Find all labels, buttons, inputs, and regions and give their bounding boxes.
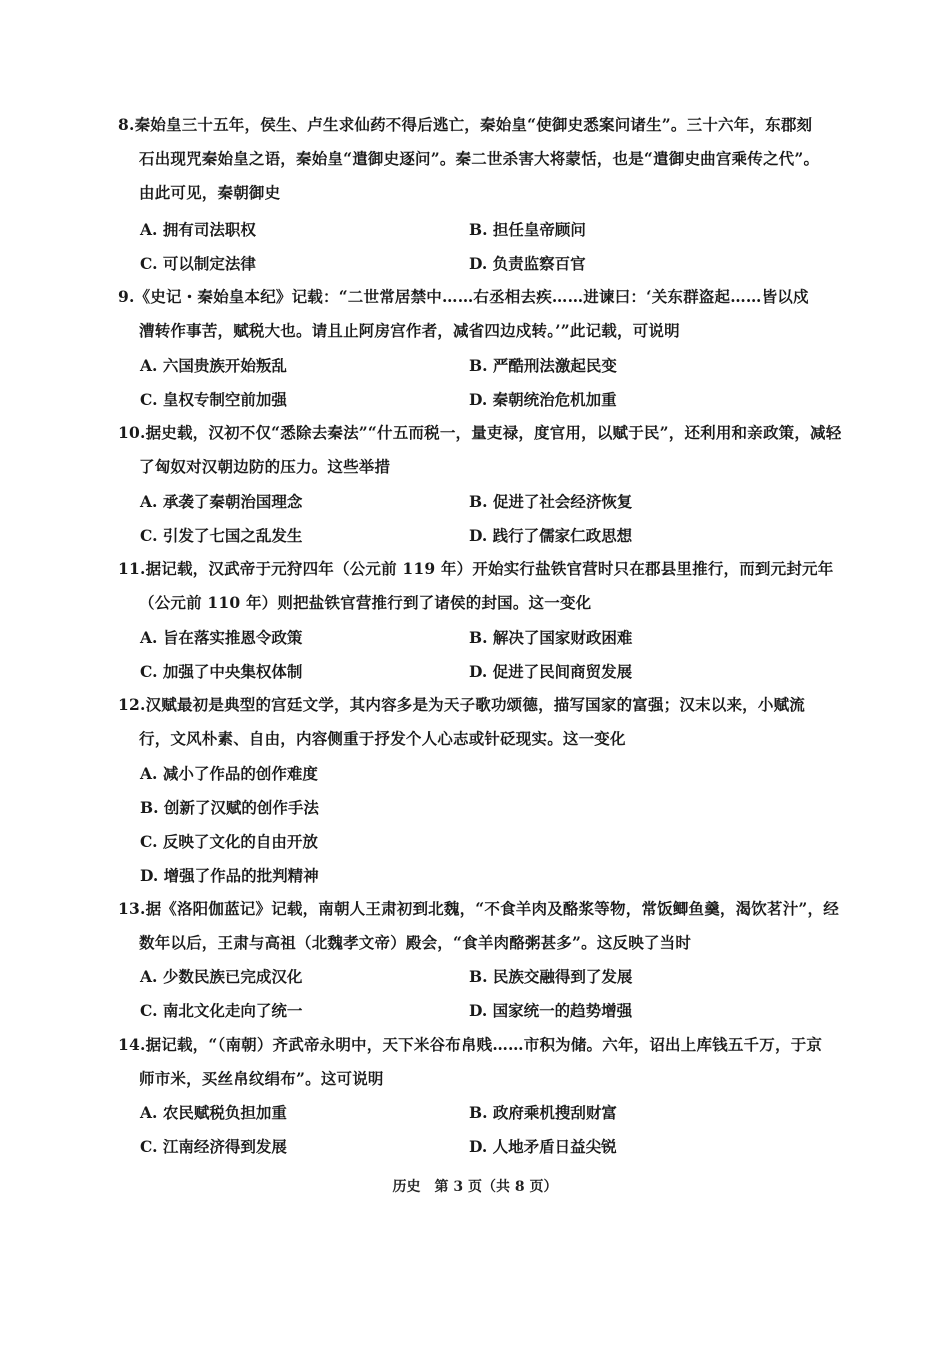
option-a[interactable]: A. 农民赋税负担加重 <box>140 1103 287 1122</box>
stem-line: 《史记・秦始皇本纪》记载：“二世常居禁中……右丞相去疾……进谏曰：‘关东群盗起……皆以戍 <box>134 287 809 306</box>
stem-line: 据《洛阳伽蓝记》记载，南朝人王肃初到北魏，“不食羊肉及酪浆等物，常饭鲫鱼羹，渴饮茗汁”，经 <box>145 899 839 918</box>
question-stem <box>118 892 848 960</box>
stem-line: 数年以后，王肃与高祖（北魏孝文帝）殿会，“食羊肉酪粥甚多”。这反映了当时 <box>139 933 692 952</box>
stem-line: 据史载，汉初不仅“悉除去秦法”“什五而税一，量吏禄，度官用，以赋于民”，还利用和亲政策，减轻 <box>145 423 842 442</box>
option-c[interactable]: C. 引发了七国之乱发生 <box>140 526 303 545</box>
option-c[interactable]: C. 皇权专制空前加强 <box>140 390 287 409</box>
option-c[interactable]: C. 反映了文化的自由开放 <box>140 832 318 851</box>
question-number: 13. <box>118 899 146 918</box>
stem-line: 行，文风朴素、自由，内容侧重于抒发个人心志或针砭现实。这一变化 <box>139 729 626 748</box>
option-a[interactable]: A. 六国贵族开始叛乱 <box>140 356 287 375</box>
option-d[interactable]: D. 增强了作品的批判精神 <box>140 866 319 885</box>
question-number: 12. <box>118 695 146 714</box>
option-d[interactable]: D. 促进了民间商贸发展 <box>469 662 633 681</box>
stem-line: 石出现咒秦始皇之语，秦始皇“遣御史逐问”。秦二世杀害大将蒙恬，也是“遣御史曲宫乘传之代”。 <box>139 149 820 168</box>
question-number: 8. <box>118 115 135 134</box>
option-d[interactable]: D. 人地矛盾日益尖锐 <box>469 1137 617 1156</box>
question-stem <box>118 552 848 620</box>
question-number: 10. <box>118 423 146 442</box>
stem-line: 秦始皇三十五年，侯生、卢生求仙药不得后逃亡，秦始皇“使御史悉案问诸生”。三十六年，东郡刻 <box>134 115 813 134</box>
option-c[interactable]: C. 可以制定法律 <box>140 254 256 273</box>
option-b[interactable]: B. 严酷刑法激起民变 <box>469 356 617 375</box>
question-stem <box>118 1028 848 1096</box>
stem-line: 由此可见，秦朝御史 <box>139 183 281 202</box>
stem-line: 据记载，汉武帝于元狩四年（公元前 119 年）开始实行盐铁官营时只在郡县里推行，而到元封元年 <box>145 559 834 578</box>
option-b[interactable]: B. 促进了社会经济恢复 <box>469 492 633 511</box>
option-d[interactable]: D. 负责监察百官 <box>469 254 586 273</box>
option-b[interactable]: B. 担任皇帝顾问 <box>469 220 586 239</box>
stem-line: 师市米，买丝帛纹绢布”。这可说明 <box>139 1069 384 1088</box>
question-number: 14. <box>118 1035 146 1054</box>
page-footer: 历史 第 3 页（共 8 页） <box>392 1179 558 1195</box>
question-stem <box>118 416 848 484</box>
question-stem <box>118 108 848 210</box>
question-number: 9. <box>118 287 135 306</box>
question-number: 11. <box>118 559 146 578</box>
option-c[interactable]: C. 加强了中央集权体制 <box>140 662 303 681</box>
option-a[interactable]: A. 少数民族已完成汉化 <box>140 967 303 986</box>
option-a[interactable]: A. 减小了作品的创作难度 <box>140 764 318 783</box>
option-d[interactable]: D. 践行了儒家仁政思想 <box>469 526 633 545</box>
option-a[interactable]: A. 旨在落实推恩令政策 <box>140 628 303 647</box>
stem-line: 汉赋最初是典型的宫廷文学，其内容多是为天子歌功颂德，描写国家的富强；汉末以来，小赋流 <box>145 695 805 714</box>
option-c[interactable]: C. 江南经济得到发展 <box>140 1137 287 1156</box>
option-b[interactable]: B. 创新了汉赋的创作手法 <box>140 798 319 817</box>
option-a[interactable]: A. 承袭了秦朝治国理念 <box>140 492 303 511</box>
option-a[interactable]: A. 拥有司法职权 <box>140 220 256 239</box>
stem-line: 漕转作事苦，赋税大也。请且止阿房宫作者，减省四边戍转。’”此记载，可说明 <box>139 321 680 340</box>
option-c[interactable]: C. 南北文化走向了统一 <box>140 1001 303 1020</box>
stem-line: 了匈奴对汉朝边防的压力。这些举措 <box>139 457 391 476</box>
question-stem <box>118 280 848 348</box>
question-stem <box>118 688 848 756</box>
option-b[interactable]: B. 政府乘机搜刮财富 <box>469 1103 617 1122</box>
option-b[interactable]: B. 解决了国家财政困难 <box>469 628 633 647</box>
option-b[interactable]: B. 民族交融得到了发展 <box>469 967 633 986</box>
option-d[interactable]: D. 国家统一的趋势增强 <box>469 1001 633 1020</box>
option-d[interactable]: D. 秦朝统治危机加重 <box>469 390 617 409</box>
stem-line: 据记载，“（南朝）齐武帝永明中，天下米谷布帛贱……市积为储。六年，诏出上库钱五千万，于京 <box>145 1035 823 1054</box>
stem-line: （公元前 110 年）则把盐铁官营推行到了诸侯的封国。这一变化 <box>139 593 592 612</box>
